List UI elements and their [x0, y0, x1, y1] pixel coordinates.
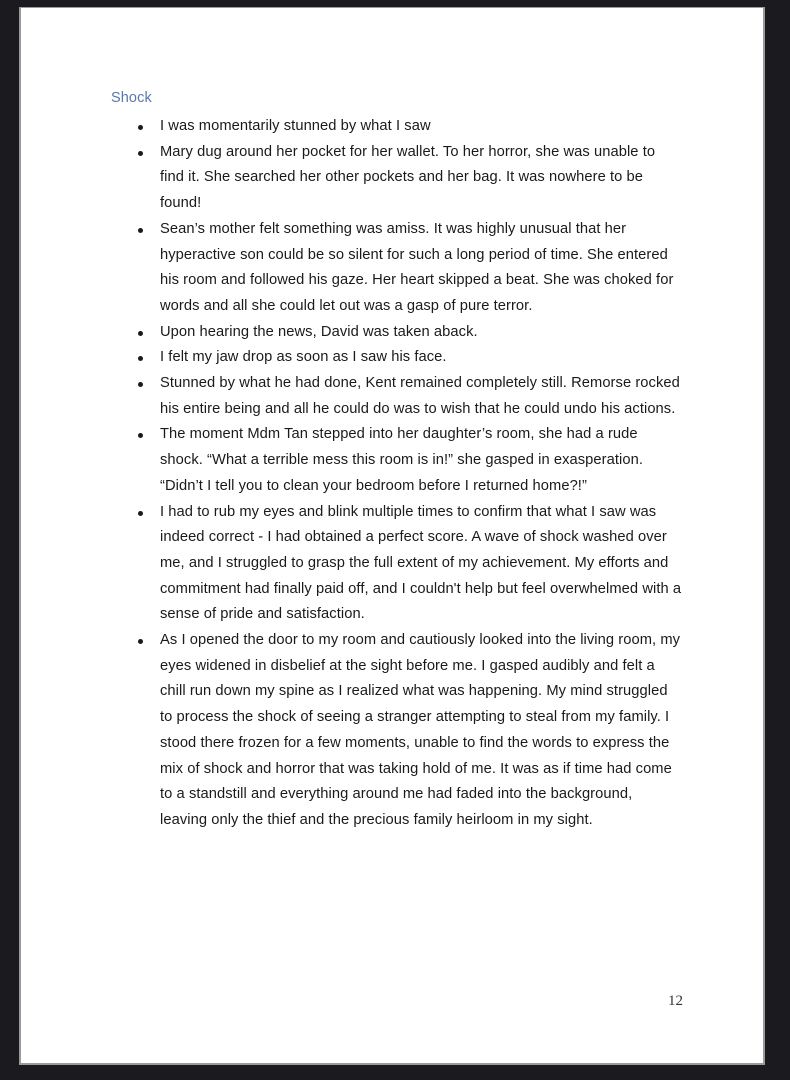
- list-item: I felt my jaw drop as soon as I saw his face.: [111, 345, 683, 371]
- list-item: Stunned by what he had done, Kent remained completely still. Remorse rocked his entire being and all he could do was to wish that he could undo his actions.: [111, 371, 683, 422]
- list-item: Sean’s mother felt something was amiss. It was highly unusual that her hyperactive son could be so silent for such a long period of time. She entered his room and followed his gaze. Her heart skipped a beat. She was choked for words and all she could let out was a gasp of pure terror.: [111, 217, 683, 320]
- section-heading: Shock: [111, 90, 152, 106]
- page-number: 12: [668, 993, 683, 1009]
- list-item: I was momentarily stunned by what I saw: [111, 114, 683, 140]
- bullet-list: [111, 114, 683, 834]
- page-content: [111, 88, 683, 1009]
- list-item: The moment Mdm Tan stepped into her daughter’s room, she had a rude shock. “What a terrible mess this room is in!” she gasped in exasperation. “Didn’t I tell you to clean your bedroom before I returned home?!”: [111, 422, 683, 499]
- list-item: As I opened the door to my room and cautiously looked into the living room, my eyes widened in disbelief at the sight before me. I gasped audibly and felt a chill run down my spine as I realized what was happening. My mind struggled to process the shock of seeing a stranger attempting to steal from my family. I stood there frozen for a few moments, unable to find the words to express the mix of shock and horror that was taking hold of me. It was as if time had come to a standstill and everything around me had faded into the background, leaving only the thief and the precious family heirloom in my sight.: [111, 628, 683, 834]
- list-item: Mary dug around her pocket for her wallet. To her horror, she was unable to find it. She searched her other pockets and her bag. It was nowhere to be found!: [111, 140, 683, 217]
- document-page: [21, 8, 763, 1063]
- list-item: Upon hearing the news, David was taken aback.: [111, 320, 683, 346]
- list-item: I had to rub my eyes and blink multiple times to confirm that what I saw was indeed correct - I had obtained a perfect score. A wave of shock washed over me, and I struggled to grasp the full extent of my achievement. My efforts and commitment had finally paid off, and I couldn't help but feel overwhelmed with a sense of pride and satisfaction.: [111, 500, 683, 629]
